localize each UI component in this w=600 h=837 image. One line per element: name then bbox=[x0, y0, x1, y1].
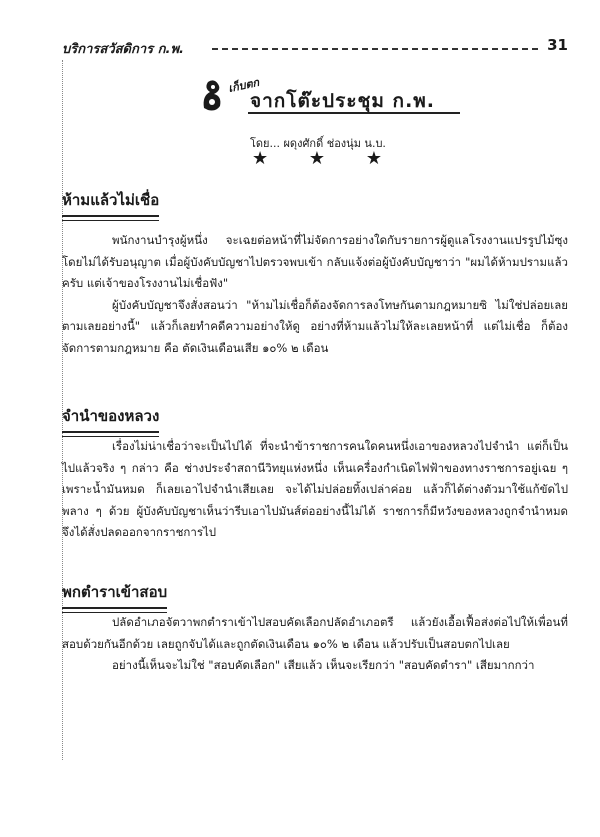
heading-underline bbox=[62, 215, 159, 217]
running-header bbox=[62, 36, 568, 58]
paragraph: เรื่องไม่น่าเชื่อว่าจะเป็นไปได้ ที่จะนำข้าราชการคนใดคนหนึ่งเอาของหลวงไปจำนำ แต่ก็เป็นไปแล้วจริง ๆ กล่าว คือ ช่างประจำสถานีวิทยุแห่งหนึ่ง เห็นเครื่องกำเนิดไฟฟ้าของทางราชการอยู่เฉย ๆ เพราะน้ำมันหมด ก็เลยเอาไปจำนำเสียเลย จะได้ไม่ปล่อยทิ้งเปล่าค่อย แล้วก็ได้ต่างตัวมาใช้แก้ขัดไปพลาง ๆ ด้วย ผู้บังคับบัญชาเห็นว่ารีบเอาไปมันส์ต่ออย่างนี้ไม่ได้ ราชการก็มีหวังของหลวงถูกจำนำหมด จึงได้สั่งปลดออกจากราชการไป bbox=[62, 439, 568, 539]
star-icon: ★ bbox=[308, 148, 326, 169]
paragraph: ปลัดอำเภอจัตวาพกตำราเข้าไปสอบคัดเลือกปลัดอำเภอตรี แล้วยังเอื้อเฟื้อส่งต่อไปให้เพื่อนที่สอบด้วยกันอีกด้วย เลยถูกจับได้และถูกตัดเงินเดือน ๑๐% ๒ เดือน แล้วปรับเป็นสอบตกไปเลย bbox=[62, 615, 568, 651]
article-title-block bbox=[200, 76, 460, 120]
paragraph: ผู้บังคับบัญชาจึงสั่งสอนว่า "ห้ามไม่เชื่อก็ต้องจัดการลงโทษกันตามกฎหมายซิ ไม่ใช่ปล่อยเลยตามเลยอย่างนี้" แล้วก็เลยทำคดีความอย่างให้ดู อย่างที่ห้ามแล้วไม่ให้ละเลยหน้าที่ แต่ไม่เชื่อ ก็ต้องจัดการตามกฎหมาย คือ ตัดเงินเดือนเสีย ๑๐% ๒ เดือน bbox=[62, 297, 568, 355]
section-body-1 bbox=[62, 230, 568, 359]
section-body-3 bbox=[62, 612, 568, 677]
section-heading-text: ห้ามแล้วไม่เชื่อ bbox=[62, 191, 160, 209]
paragraph: พนักงานบำรุงผู้หนึ่ง จะเฉยต่อหน้าที่ไม่จัดการอย่างใดกับรายการผู้ดูแลโรงงานแปรรูปไม้ซุงโดยไม่ได้รับอนุญาต เมื่อผู้บังคับบัญชาไปตรวจพบเข้า กลับแจ้งต่อผู้บังคับบัญชาว่า "ผมได้ห้ามปรามแล้วครับ แต่เจ้าของโรงงานไม่เชื่อฟัง" bbox=[62, 233, 568, 290]
paragraph: อย่างนี้เห็นจะไม่ใช่ "สอบคัดเลือก" เสียแล้ว เห็นจะเรียกว่า "สอบคัดตำรา" เสียมากกว่า bbox=[112, 658, 535, 672]
star-icon: ★ bbox=[252, 148, 269, 169]
running-title: บริการสวัสดิการ ก.พ. bbox=[62, 42, 184, 57]
section-body-2 bbox=[62, 436, 568, 544]
title-ornament-icon bbox=[200, 78, 226, 112]
heading-underline-thin bbox=[62, 220, 159, 221]
heading-underline bbox=[62, 431, 159, 433]
article-byline: โดย... ผดุงศักดิ์ ช่องนุ่ม น.บ. bbox=[250, 137, 386, 150]
section-heading-1 bbox=[62, 188, 159, 212]
section-heading-text: จำนำของหลวง bbox=[62, 407, 160, 425]
header-dashed-rule bbox=[212, 48, 538, 50]
star-icon: ★ bbox=[365, 148, 382, 169]
page-number: 31 bbox=[547, 36, 568, 54]
article-title-script: เก็บตก bbox=[227, 75, 261, 96]
section-heading-text: พกตำราเข้าสอบ bbox=[62, 583, 168, 601]
title-underline bbox=[248, 112, 460, 114]
section-heading-2 bbox=[62, 404, 159, 428]
section-heading-3 bbox=[62, 580, 167, 604]
star-divider bbox=[252, 148, 382, 169]
heading-underline bbox=[62, 607, 167, 609]
article-title: จากโต๊ะประชุม ก.พ. bbox=[250, 90, 436, 112]
